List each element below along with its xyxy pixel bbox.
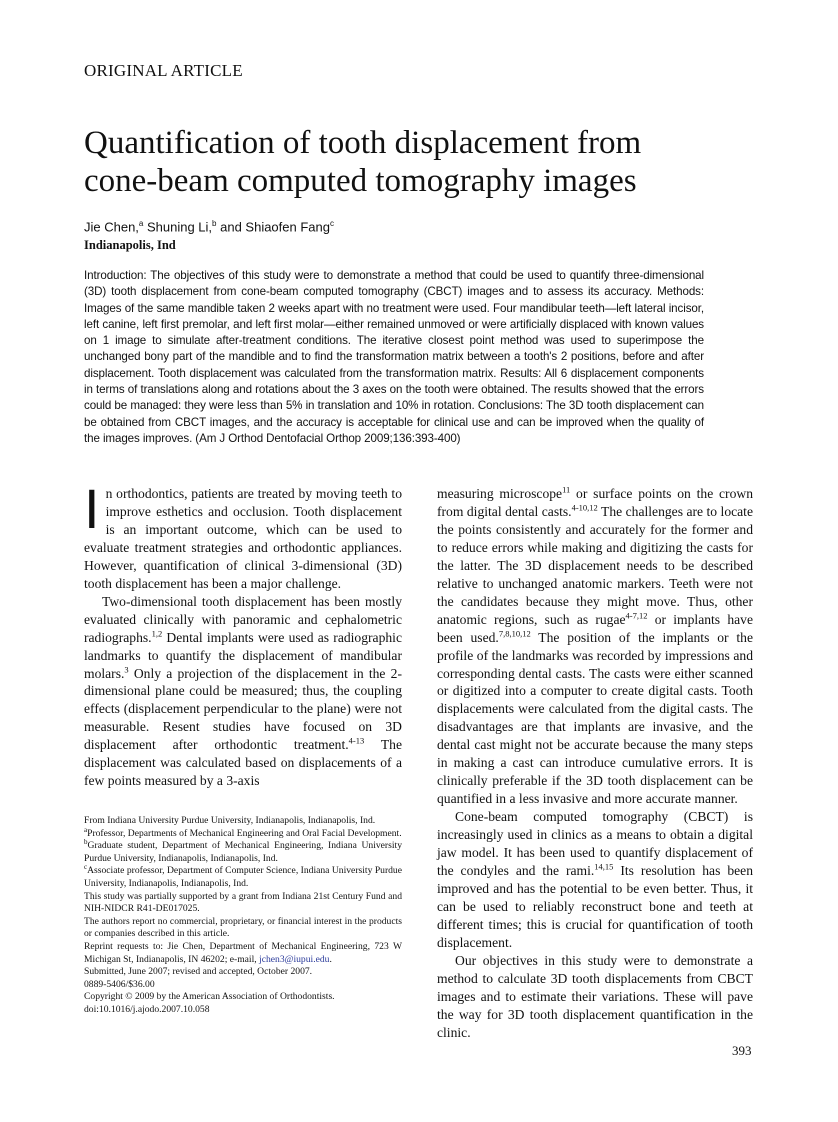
reprint-end: . — [329, 953, 332, 965]
footnote-text: Associate professor, Department of Computer Science, Indiana University Purdue University, Indianapolis, Indianapolis, Ind. — [84, 865, 402, 889]
footnote-mark: c — [84, 863, 88, 872]
footnote-submitted: Submitted, June 2007; revised and accepted, October 2007. — [84, 966, 313, 978]
author-affiliation-mark: b — [212, 219, 217, 228]
citation-reference[interactable]: 4-7,12 — [625, 610, 648, 621]
drop-cap: I — [84, 477, 100, 540]
citation-reference[interactable]: 1,2 — [151, 628, 163, 639]
citation-reference[interactable]: 7,8,10,12 — [498, 628, 531, 639]
paragraph-text: Cone-beam computed tomography (CBCT) is increasingly used in clinics as a means to obtain a digital jaw model. It has been used to quantify displacement of the condyles and the rami. — [437, 809, 753, 879]
paragraph-text: or implants have been used. — [437, 611, 753, 645]
citation-reference[interactable]: 4-13 — [348, 735, 365, 746]
page-number: 393 — [732, 1043, 752, 1058]
citation-reference[interactable]: 3 — [124, 664, 129, 674]
footnote-text: Graduate student, Department of Mechanical Engineering, Indiana University Purdue University, Indianapolis, Indianapolis, Ind. — [84, 840, 402, 864]
paragraph — [437, 485, 753, 808]
paragraph-text: The position of the implants or the profile of the landmarks was recorded by impressions and corresponding dental casts. The casts were either scanned or digitized into a computer to create digital casts. Tooth displacements were calculated from the digital casts. The disadvantages are that implants are invasive, and the dental cast might not be accurate because the many steps in making a cast can introduce cumulative errors. It is clinically preferable if the 3D tooth displacement can be quantified in a less invasive and more accurate manner. — [437, 629, 753, 807]
author-name: Shuning Li, — [143, 219, 213, 235]
footnote-mark: a — [84, 825, 88, 834]
paragraph-text: Only a projection of the displacement in the 2-dimensional plane could be measured; thus, the coupling effects (displacement perpendicular to the plane) were not measurable. Resent studies have focused on 3D displacement after orthodontic treatment. — [84, 665, 402, 753]
paragraph-text: The displacement was calculated based on displacements of a few points measured by a 3-axis — [84, 737, 402, 789]
author-affiliation-mark: a — [138, 219, 144, 228]
paragraph-text: The challenges are to locate the points consistently and accurately for the former and to reduce errors while making and digitizing the casts for the latter. The 3D displacement needs to be described relative to unchanged anatomic markers. Teeth were not the candidates because they might move. Thus, other anatomic regions, such as rugae — [437, 503, 753, 627]
paragraph — [437, 952, 753, 1042]
author-location: Indianapolis, Ind — [84, 238, 176, 252]
citation-reference[interactable]: 4-10,12 — [571, 502, 598, 513]
title-line-1: Quantification of tooth displacement from — [84, 125, 642, 161]
paragraph-text: Its resolution has been improved and has the potential to be even better. Thus, it can be used to reliably reconstruct bone and teeth at different times; this is crucial for quantification of tooth displacement. — [437, 863, 753, 950]
section-label: ORIGINAL ARTICLE — [84, 61, 243, 80]
author-list — [84, 219, 334, 234]
title-line-2: cone-beam computed tomography images — [84, 163, 637, 199]
citation-reference[interactable]: 14,15 — [594, 861, 614, 872]
author-affiliation-mark: c — [329, 219, 334, 228]
paragraph-text: or surface points on the crown from digital dental casts. — [437, 486, 753, 519]
footnote-b — [84, 840, 402, 865]
footnote-reprint — [84, 941, 402, 966]
footnote-mark: b — [84, 838, 88, 846]
footnote-c — [84, 865, 402, 890]
author-name: Jie Chen, — [84, 219, 139, 235]
body-column-right — [437, 485, 753, 1042]
paragraph — [437, 808, 753, 952]
footnote-funding: This study was partially supported by a grant from Indiana 21st Century Fund and NIH-NIDCR R41-DE017025. — [84, 890, 402, 915]
footnote-disclosure: The authors report no commercial, proprietary, or financial interest in the products or companies described in this article. — [84, 915, 402, 940]
paragraph — [84, 593, 402, 790]
footnote-copyright: Copyright © 2009 by the American Association of Orthodontists. — [84, 991, 335, 1003]
footnote-issn: 0889-5406/$36.00 — [84, 978, 155, 990]
footnote-affiliation: From Indiana University Purdue University, Indianapolis, Indianapolis, Ind. — [84, 815, 376, 826]
body-column-left — [84, 477, 402, 790]
reprint-text: Reprint requests to: Jie Chen, Department of Mechanical Engineering, 723 W Michigan St, Indianapolis, IN 46202; e-mail, — [84, 940, 402, 965]
paragraph-text: measuring microscope — [437, 486, 563, 501]
footnotes — [84, 815, 402, 1017]
footnote-a — [84, 825, 402, 841]
paragraph-text: Two-dimensional tooth displacement has been mostly evaluated clinically with panoramic and cephalometric radiographs. — [84, 593, 402, 645]
footnote-text: Professor, Departments of Mechanical Engineering and Oral Facial Development. — [87, 827, 402, 839]
article-title — [84, 124, 764, 200]
paragraph-text: n orthodontics, patients are treated by moving teeth to improve esthetics and occlusion. Tooth displacement is an important outcome, which can be used to evaluate treatment strategies and orthodontic appliances. However, quantification of clinical 3-dimensional (3D) tooth displacement has been a major challenge. — [84, 486, 402, 591]
email-link[interactable]: jchen3@iupui.edu — [259, 953, 330, 965]
author-name: and Shiaofen Fang — [216, 219, 330, 235]
paragraph — [84, 477, 402, 593]
abstract: Introduction: The objectives of this study were to demonstrate a method that could be used to quantify three-dimensional (3D) tooth displacement from cone-beam computed tomography (CBCT) images and to assess its accuracy. Methods: Images of the same mandible taken 2 weeks apart with no treatment were used. Four mandibular teeth—left lateral incisor, left canine, left first premolar, and left first molar—either remained unmoved or were artificially displaced with known values on 1 image to simulate after-treatment conditions. The iterative closest point method was used to superimpose the unchanged bony part of the mandible and to find the transformation matrix between a tooth's 2 positions, before and after displacement. Tooth displacement was calculated from the transformation matrix. Results: All 6 displacement components in terms of translations along and rotations about the 3 axes on the tooth were obtained. The results showed that the errors could be managed: they were less than 5% in translation and 10% in rotation. Conclusions: The 3D tooth displacement can be obtained from CBCT images, and the accuracy is acceptable for clinical use and can be improved when the quality of the images improves. (Am J Orthod Dentofacial Orthop 2009;136:393-400) — [84, 269, 704, 445]
footnote-doi[interactable]: doi:10.1016/j.ajodo.2007.10.058 — [84, 1003, 210, 1015]
paragraph-text: Our objectives in this study were to demonstrate a method to calculate 3D tooth displacements from CBCT images and to estimate their variations. These will pave the way for 3D tooth displacement quantification in the clinic. — [437, 952, 753, 1040]
citation-reference[interactable]: 11 — [562, 484, 571, 495]
paragraph-text: Dental implants were used as radiographic landmarks to quantify the displacement of mandibular molars. — [84, 629, 402, 681]
